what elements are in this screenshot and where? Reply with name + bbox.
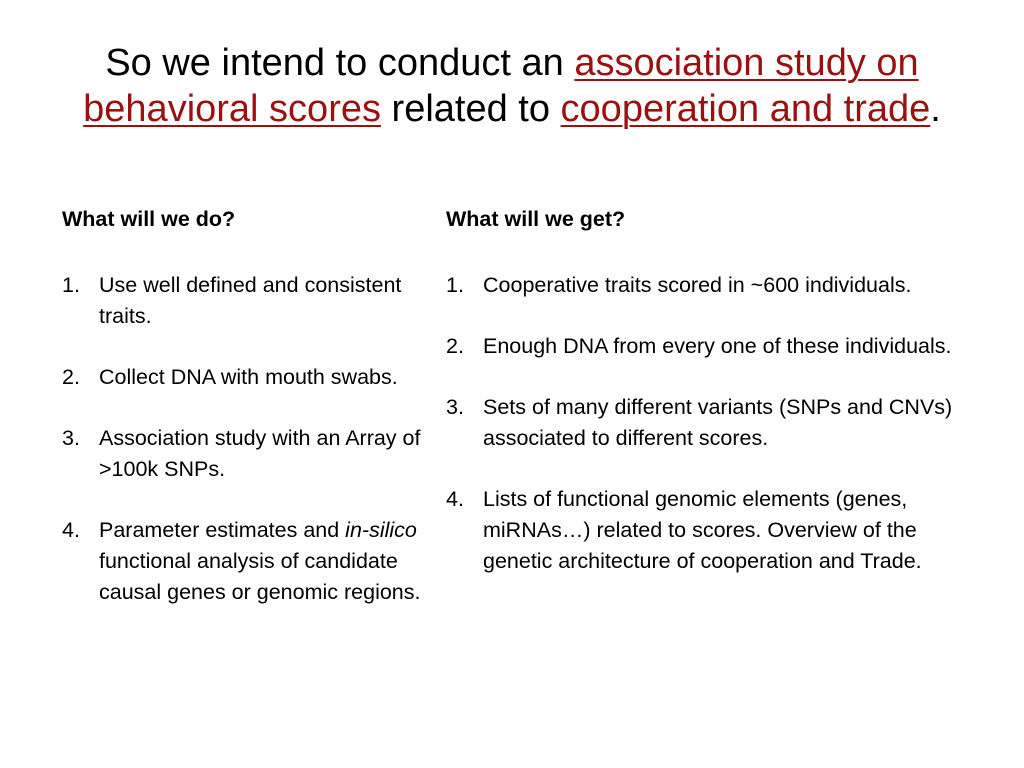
list-item xyxy=(62,270,437,332)
item-text: Cooperative traits scored in ~600 individuals. xyxy=(483,273,912,297)
item-text: Enough DNA from every one of these individuals. xyxy=(483,334,952,358)
title-text-1: So we intend to conduct an xyxy=(105,42,575,84)
list-item xyxy=(446,331,986,362)
what-will-we-get-column xyxy=(446,200,986,607)
list-item xyxy=(446,392,986,454)
item-text-italic: in-silico xyxy=(345,518,417,542)
item-number: 4. xyxy=(62,518,80,542)
title-text-3: . xyxy=(930,88,941,130)
item-text: Collect DNA with mouth swabs. xyxy=(99,365,398,389)
item-text: Sets of many different variants (SNPs and CNVs) associated to different scores. xyxy=(483,395,953,450)
column-heading: What will we do? xyxy=(62,207,236,231)
item-text-pre: Parameter estimates and xyxy=(99,518,346,542)
item-number: 4. xyxy=(446,487,464,511)
list-item xyxy=(446,270,986,301)
what-will-we-do-column xyxy=(62,200,437,638)
item-text: Use well defined and consistent traits. xyxy=(99,273,402,328)
list-item xyxy=(62,362,437,393)
association-study-link[interactable]: association study on behavioral scores xyxy=(83,42,919,130)
cooperation-trade-link[interactable]: cooperation and trade xyxy=(560,88,931,130)
item-number: 3. xyxy=(62,426,80,450)
column-heading: What will we get? xyxy=(446,207,626,231)
list-item xyxy=(62,515,437,608)
get-list xyxy=(446,270,986,577)
item-text: Lists of functional genomic elements (genes, miRNAs…) related to scores. Overview of the genetic architecture of cooperation and Trade. xyxy=(483,487,922,573)
list-item xyxy=(62,423,437,485)
item-text xyxy=(99,515,437,608)
slide-title xyxy=(20,40,1004,132)
item-number: 3. xyxy=(446,395,464,419)
item-text: Association study with an Array of >100k SNPs. xyxy=(99,426,421,481)
item-number: 1. xyxy=(62,273,80,297)
list-item xyxy=(446,484,986,577)
title-text-2: related to xyxy=(380,88,561,130)
item-number: 1. xyxy=(446,273,464,297)
item-number: 2. xyxy=(62,365,80,389)
do-list xyxy=(62,270,437,608)
item-number: 2. xyxy=(446,334,464,358)
item-text-post: functional analysis of candidate causal genes or genomic regions. xyxy=(99,549,421,604)
